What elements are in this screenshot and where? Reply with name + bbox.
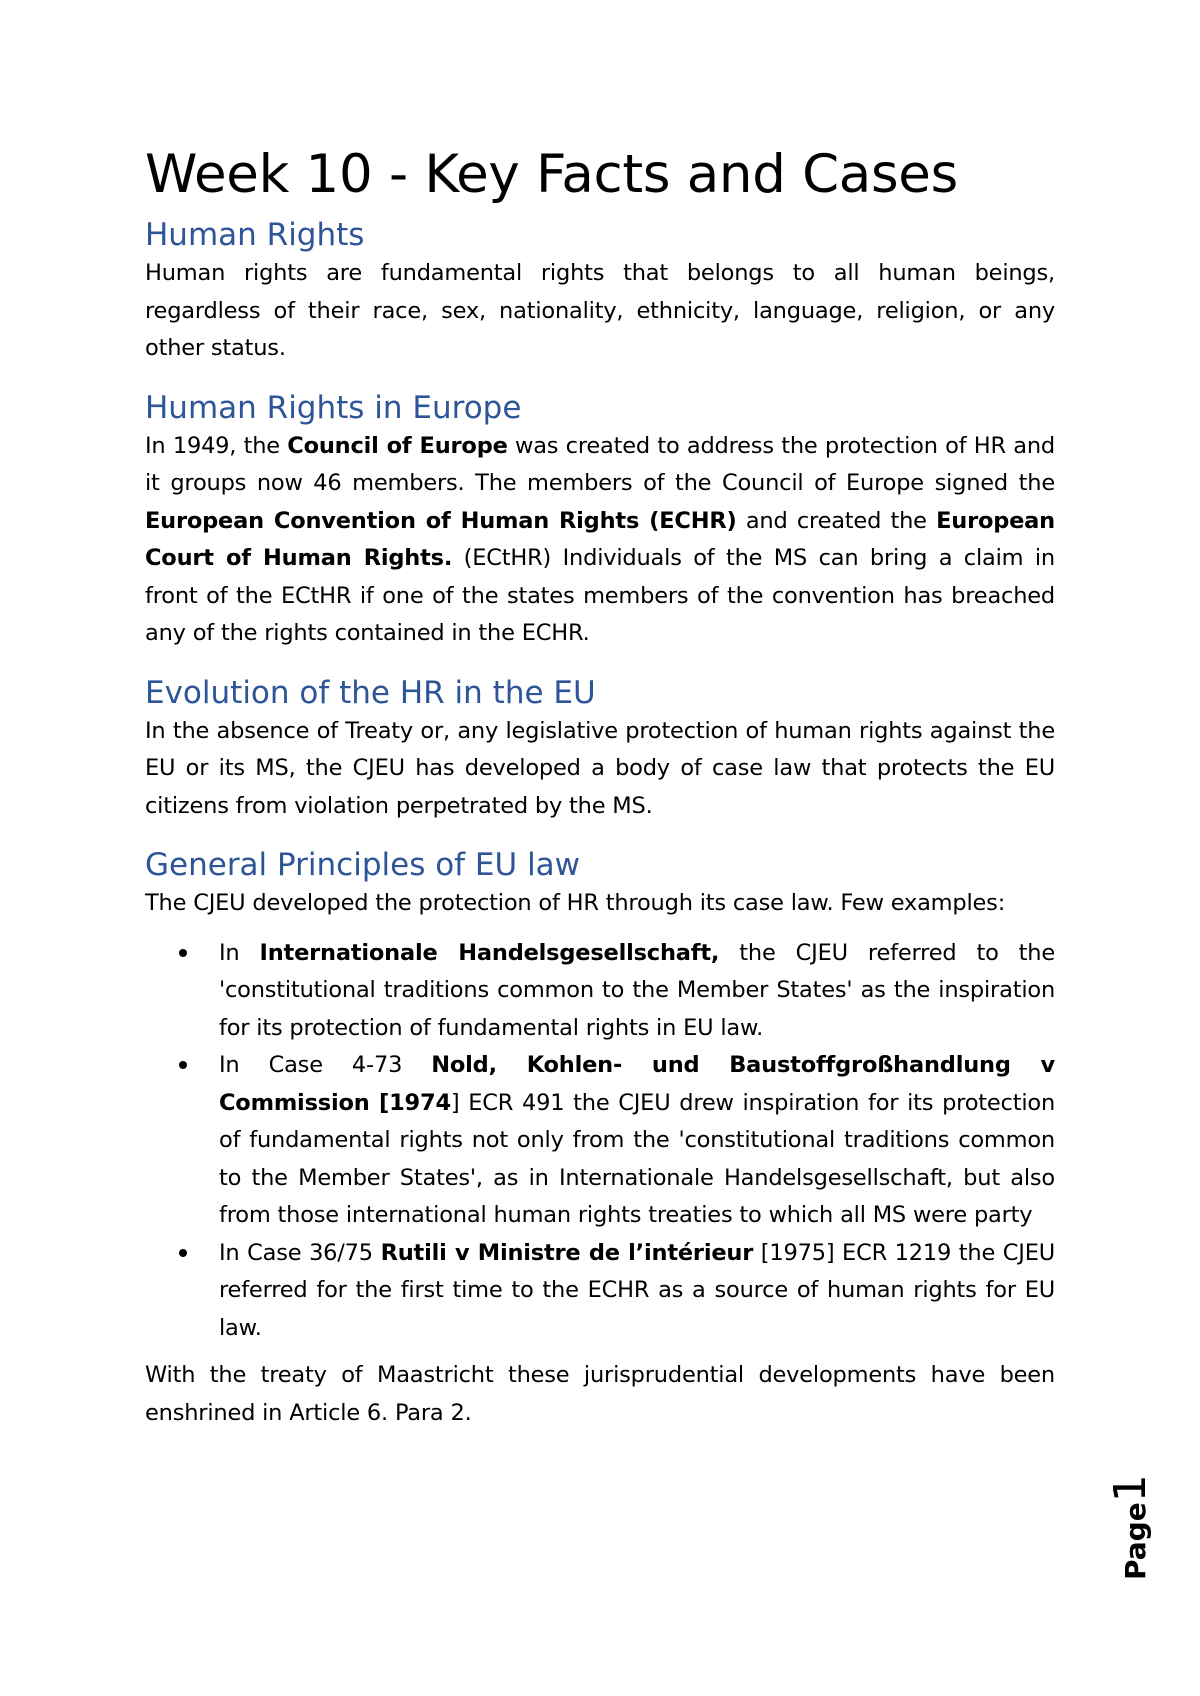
page-label: Page [1119,1502,1152,1580]
section-heading-evolution: Evolution of the HR in the EU [145,674,596,711]
page-number: 1 [1105,1474,1156,1503]
case-list [145,935,1055,1348]
list-item: In Internationale Handelsgesellschaft, the CJEU referred to the 'constitutional traditions common to the Member States' as the inspiration for its protection of fundamental rights in EU law. [219,935,1055,1048]
section-paragraph-evolution: In the absence of Treaty or, any legislative protection of human rights against the EU or its MS, the CJEU has developed a body of case law that protects the EU citizens from violation perpetrated by the MS. [145,717,1055,819]
section-paragraph-human-rights: Human rights are fundamental rights that belongs to all human beings, regardless of their race, sex, nationality, ethnicity, language, religion, or any other status. [145,260,1055,361]
document-body [145,135,1055,1432]
bold-case-name: Nold, Kohlen- und Baustoffgroßhandlung v Commission [1974 [219,1052,1055,1116]
section-heading-human-rights: Human Rights [145,217,365,253]
section-heading-general-principles: General Principles of EU law [145,847,581,883]
bullet-icon [179,1061,187,1069]
section-paragraph-hr-in-europe: In 1949, the Council of Europe was created to address the protection of HR and it groups now 46 members. The members of the Council of Europe signed the European Convention of Human Rights (ECHR) and created the European Court of Human Rights. (ECtHR) Individuals of the MS can bring a claim in front of the ECtHR if one of the states members of the convention has breached any of the rights contained in the ECHR. [145,432,1056,646]
list-item: In Case 36/75 Rutili v Ministre de l’intérieur [1975] ECR 1219 the CJEU referred for the first time to the ECHR as a source of human rights for EU law. [219,1235,1055,1348]
bullet-icon [179,1249,187,1257]
bold-ecthr: European Court of Human Rights. [145,507,1055,571]
bold-echr: European Convention of Human Rights (ECHR) [145,507,737,534]
closing-paragraph: With the treaty of Maastricht these jurisprudential developments have been enshrined in Article 6. Para 2. [145,1362,1055,1426]
list-item: In Case 4-73 Nold, Kohlen- und Baustoffgroßhandlung v Commission [1974] ECR 491 the CJEU drew inspiration for its protection of fundamental rights not only from the 'constitutional traditions common to the Member States', as in Internationale Handelsgesellschaft, but also from those international human rights treaties to which all MS were party [219,1047,1055,1235]
page-title: Week 10 - Key Facts and Cases [145,144,958,205]
page-footer [1105,1460,1155,1580]
bullet-icon [179,949,187,957]
section-paragraph-general-principles: The CJEU developed the protection of HR through its case law. Few examples: [145,890,1006,916]
section-heading-hr-in-europe: Human Rights in Europe [145,389,522,426]
bold-council-of-europe: Council of Europe [287,432,508,459]
bold-case-name: Internationale Handelsgesellschaft, [259,939,720,966]
bold-case-name: Rutili v Ministre de l’intérieur [380,1239,754,1266]
